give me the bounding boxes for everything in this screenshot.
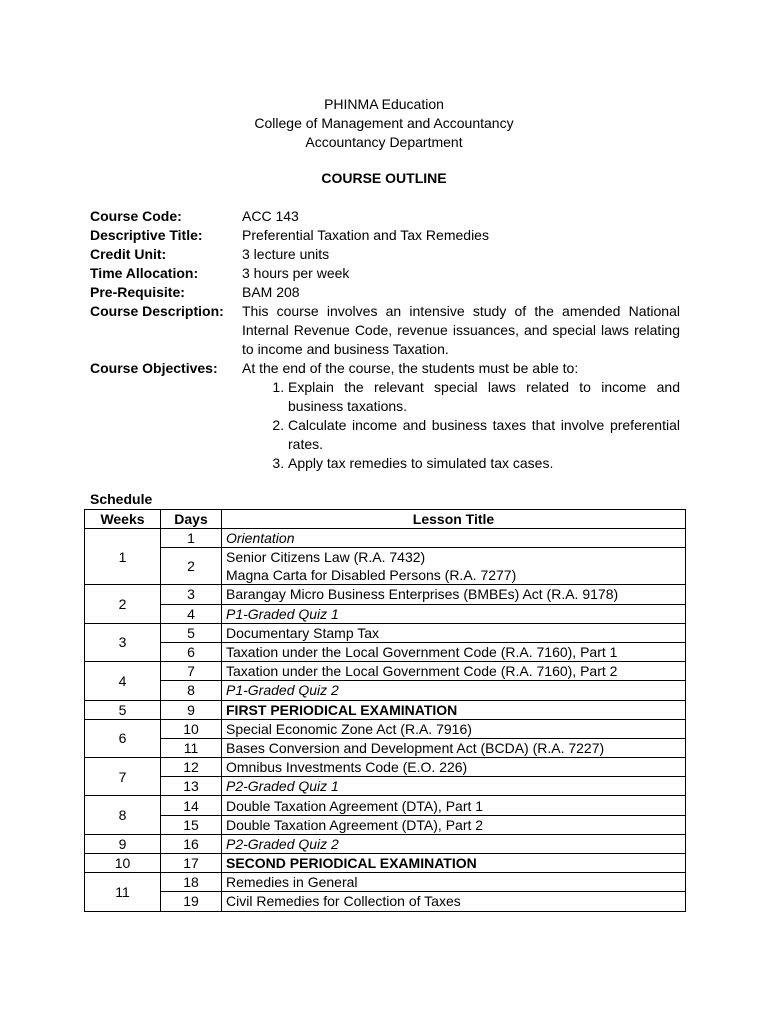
lesson-cell: Remedies in General [222,873,686,892]
day-cell: 10 [161,719,222,738]
lesson-cell: Omnibus Investments Code (E.O. 226) [222,758,686,777]
credit-unit-value: 3 lecture units [242,246,330,262]
course-objectives-row [90,359,680,473]
schedule-table [84,509,686,912]
descriptive-title-row [90,226,680,245]
lesson-cell: Double Taxation Agreement (DTA), Part 1 [222,796,686,815]
week-cell: 8 [85,796,161,834]
days-header: Days [161,510,222,529]
day-cell: 4 [161,604,222,623]
lesson-cell: Taxation under the Local Government Code (R.A. 7160), Part 1 [222,642,686,661]
lesson-cell: Special Economic Zone Act (R.A. 7916) [222,719,686,738]
time-allocation-value: 3 hours per week [242,265,350,281]
table-row [85,834,686,853]
table-row [85,738,686,757]
week-cell: 2 [85,585,161,623]
week-cell: 7 [85,758,161,796]
time-allocation-label: Time Allocation: [90,265,199,281]
day-cell: 3 [161,585,222,604]
table-row [85,854,686,873]
lesson-cell: Double Taxation Agreement (DTA), Part 2 [222,815,686,834]
course-objectives-block [242,359,680,473]
day-cell: 6 [161,642,222,661]
table-row [85,623,686,642]
lesson-cell: FIRST PERIODICAL EXAMINATION [222,700,686,719]
pre-requisite-value: BAM 208 [242,284,300,300]
objective-item: 2. Calculate income and business taxes that involve preferential rates. [288,416,680,454]
course-code-value: ACC 143 [242,208,299,224]
week-cell: 6 [85,719,161,757]
lesson-cell: P2-Graded Quiz 2 [222,834,686,853]
day-cell: 18 [161,873,222,892]
credit-unit-label: Credit Unit: [90,246,167,262]
lesson-cell: SECOND PERIODICAL EXAMINATION [222,854,686,873]
day-cell: 19 [161,892,222,911]
lesson-line: Magna Carta for Disabled Persons (R.A. 7277) [226,567,517,584]
lesson-line: Senior Citizens Law (R.A. 7432) [226,549,426,566]
day-cell: 17 [161,854,222,873]
pre-requisite-row [90,283,680,302]
table-row [85,873,686,892]
table-row [85,642,686,661]
week-cell: 11 [85,873,161,911]
lesson-title-header: Lesson Title [222,510,686,529]
day-cell: 11 [161,738,222,757]
lesson-cell: Taxation under the Local Government Code (R.A. 7160), Part 2 [222,662,686,681]
course-description-row [90,302,680,359]
org-name: PHINMA Education [324,96,444,112]
course-info [90,207,680,473]
weeks-header: Weeks [85,510,161,529]
course-code-label: Course Code: [90,208,182,224]
lesson-cell: Civil Remedies for Collection of Taxes [222,892,686,911]
table-row [85,604,686,623]
day-cell: 8 [161,681,222,700]
day-cell: 9 [161,700,222,719]
table-row [85,585,686,604]
week-cell: 9 [85,834,161,853]
department-name: Accountancy Department [305,134,463,150]
table-row [85,700,686,719]
week-cell: 1 [85,529,161,585]
table-row [85,548,686,585]
day-cell: 15 [161,815,222,834]
table-row [85,796,686,815]
lesson-cell: P1-Graded Quiz 1 [222,604,686,623]
lesson-cell: Documentary Stamp Tax [222,623,686,642]
table-row [85,529,686,548]
college-name: College of Management and Accountancy [254,115,514,131]
table-row [85,815,686,834]
day-cell: 7 [161,662,222,681]
lesson-cell: Orientation [222,529,686,548]
day-cell: 12 [161,758,222,777]
document-title: COURSE OUTLINE [321,170,447,186]
course-objectives-intro: At the end of the course, the students must be able to: [242,360,579,376]
lesson-cell: Barangay Micro Business Enterprises (BMBEs) Act (R.A. 9178) [222,585,686,604]
week-cell: 3 [85,623,161,661]
day-cell: 5 [161,623,222,642]
schedule-label: Schedule [90,491,153,507]
table-header-row [85,510,686,529]
course-code-row [90,207,680,226]
day-cell: 16 [161,834,222,853]
table-row [85,892,686,911]
day-cell: 13 [161,777,222,796]
week-cell: 10 [85,854,161,873]
lesson-cell [222,548,686,585]
credit-unit-row [90,245,680,264]
objective-item: 1. Explain the relevant special laws related to income and business taxations. [288,378,680,416]
day-cell: 2 [161,548,222,585]
table-row [85,758,686,777]
day-cell: 14 [161,796,222,815]
week-cell: 4 [85,662,161,700]
lesson-cell: P2-Graded Quiz 1 [222,777,686,796]
time-allocation-row [90,264,680,283]
course-description-label: Course Description: [90,303,224,319]
lesson-cell: Bases Conversion and Development Act (BCDA) (R.A. 7227) [222,738,686,757]
objectives-list [242,378,680,473]
table-row [85,777,686,796]
table-row [85,681,686,700]
descriptive-title-label: Descriptive Title: [90,227,203,243]
lesson-cell: P1-Graded Quiz 2 [222,681,686,700]
pre-requisite-label: Pre-Requisite: [90,284,185,300]
table-row [85,662,686,681]
course-description-value: This course involves an intensive study of the amended National Internal Revenue Code, revenue issuances, and special laws relating to income and business Taxation. [242,303,680,357]
descriptive-title-value: Preferential Taxation and Tax Remedies [242,227,489,243]
week-cell: 5 [85,700,161,719]
course-objectives-label: Course Objectives: [90,360,218,376]
day-cell: 1 [161,529,222,548]
objective-item: 3. Apply tax remedies to simulated tax cases. [288,454,680,473]
table-row [85,719,686,738]
